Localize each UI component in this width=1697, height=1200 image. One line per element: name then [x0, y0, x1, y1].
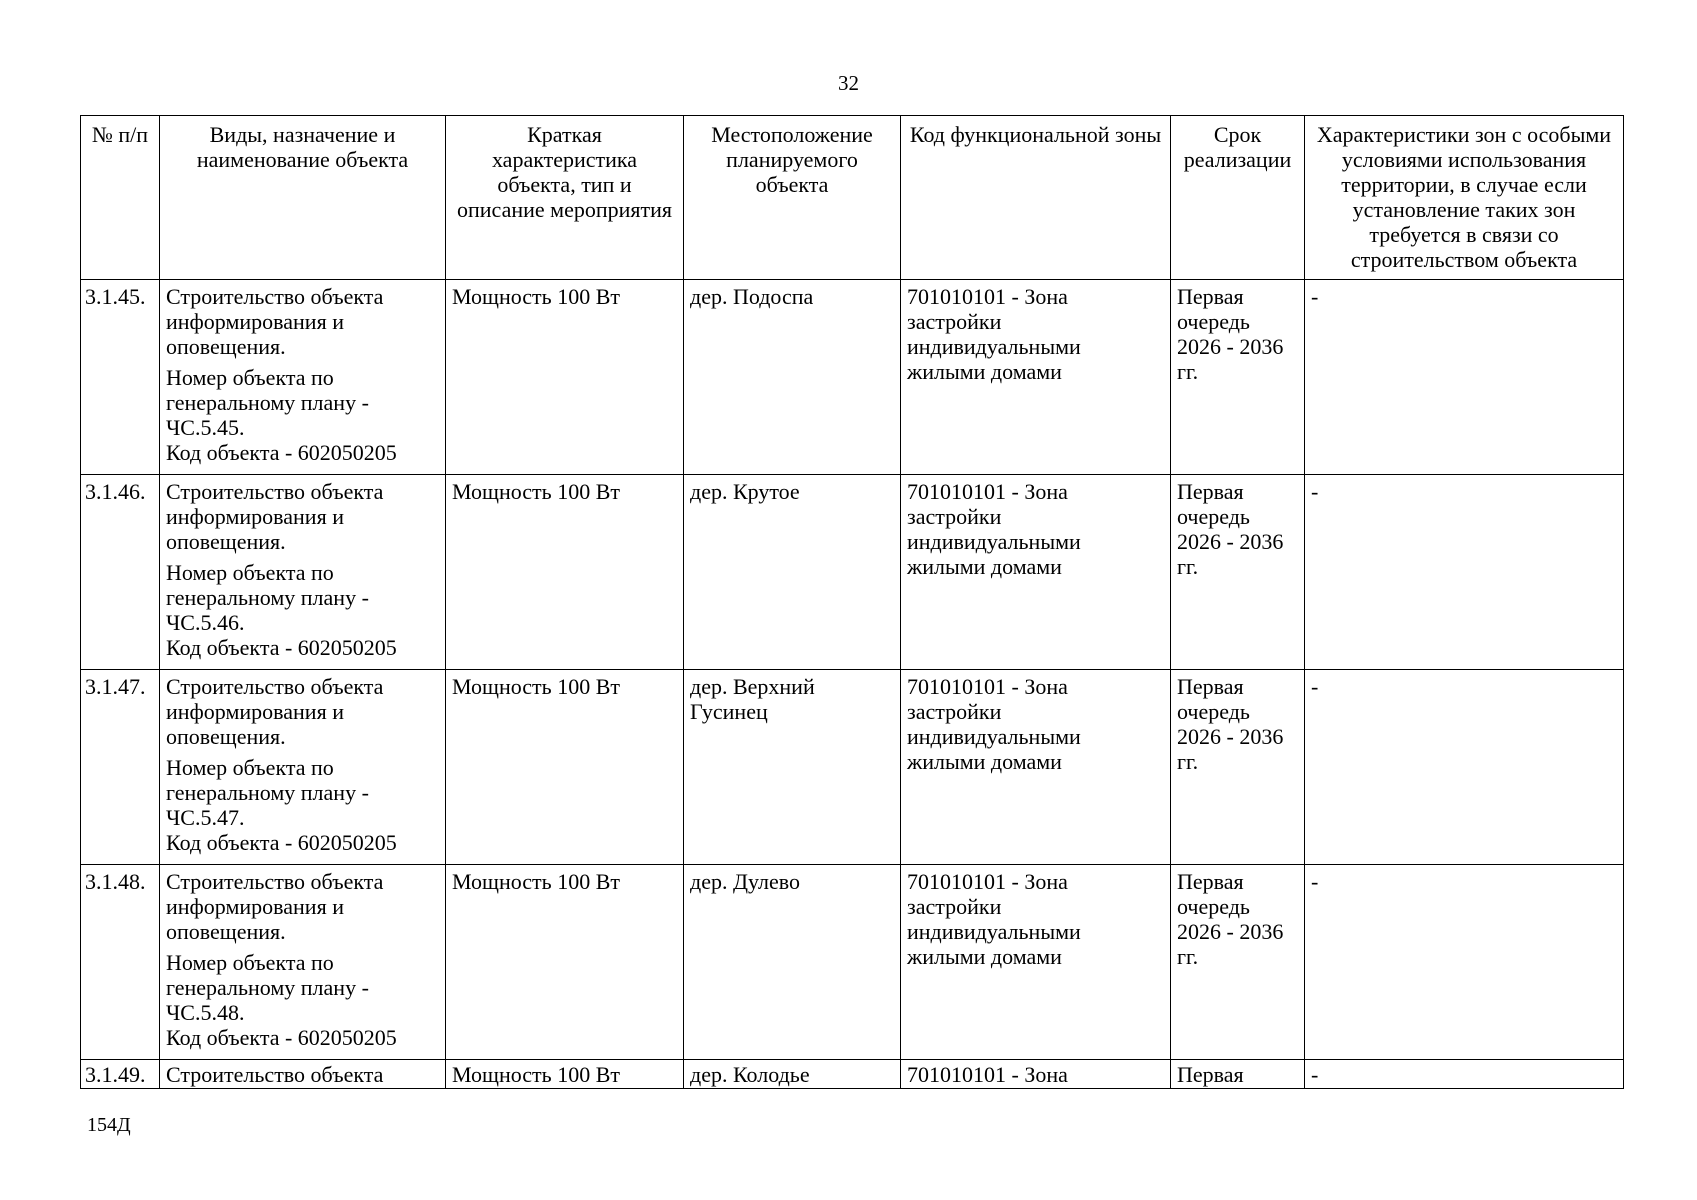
- object-code: Код объекта - 602050205: [166, 635, 397, 660]
- special-zones-cell: -: [1305, 280, 1624, 475]
- zone-code-cell: 701010101 - Зона застройки индивидуальными жилыми домами: [901, 280, 1171, 475]
- header-location: Местоположение планируемого объекта: [684, 116, 901, 280]
- zone-code-cell: 701010101 - Зона застройки индивидуальными жилыми домами: [901, 475, 1171, 670]
- object-description-cell: [160, 865, 446, 1060]
- location-cell: дер. Колодье: [684, 1060, 901, 1089]
- location-cell: дер. Верхний Гусинец: [684, 670, 901, 865]
- object-title: Строительство объекта информирования и оповещения.: [166, 869, 384, 944]
- object-code: Код объекта - 602050205: [166, 440, 397, 465]
- row-number: 3.1.47.: [81, 670, 160, 865]
- characteristic-cell: Мощность 100 Вт: [446, 280, 684, 475]
- header-object-type: Виды, назначение и наименование объекта: [160, 116, 446, 280]
- special-zones-cell: -: [1305, 670, 1624, 865]
- special-zones-cell: -: [1305, 865, 1624, 1060]
- term-cell: Первая: [1171, 1060, 1305, 1089]
- table-header-row: [81, 116, 1624, 280]
- planned-objects-table: [80, 115, 1624, 1089]
- term-cell: Первая очередь 2026 - 2036 гг.: [1171, 475, 1305, 670]
- table-row: [81, 280, 1624, 475]
- characteristic-cell: Мощность 100 Вт: [446, 865, 684, 1060]
- table-row: [81, 670, 1624, 865]
- row-number: 3.1.45.: [81, 280, 160, 475]
- header-characteristic: Краткая характеристика объекта, тип и описание мероприятия: [446, 116, 684, 280]
- object-title: Строительство объекта информирования и оповещения.: [166, 284, 384, 359]
- location-cell: дер. Крутое: [684, 475, 901, 670]
- header-term: Срок реализации: [1171, 116, 1305, 280]
- characteristic-cell: Мощность 100 Вт: [446, 475, 684, 670]
- header-special-zones: Характеристики зон с особыми условиями использования территории, в случае если установление таких зон требуется в связи со строительством объекта: [1305, 116, 1624, 280]
- zone-code-cell: 701010101 - Зона: [901, 1060, 1171, 1089]
- header-number: № п/п: [81, 116, 160, 280]
- characteristic-cell: Мощность 100 Вт: [446, 670, 684, 865]
- object-description-cell: Строительство объекта: [160, 1060, 446, 1089]
- document-footer-code: 154Д: [87, 1114, 131, 1136]
- table-row: [81, 865, 1624, 1060]
- object-description-cell: [160, 670, 446, 865]
- term-cell: Первая очередь 2026 - 2036 гг.: [1171, 670, 1305, 865]
- object-title: Строительство объекта информирования и оповещения.: [166, 479, 384, 554]
- table-row: [81, 475, 1624, 670]
- table-row-partial: [81, 1060, 1624, 1089]
- object-code: Код объекта - 602050205: [166, 1025, 397, 1050]
- page-number: 32: [838, 71, 859, 95]
- term-cell: Первая очередь 2026 - 2036 гг.: [1171, 280, 1305, 475]
- location-cell: дер. Дулево: [684, 865, 901, 1060]
- row-number: 3.1.46.: [81, 475, 160, 670]
- object-plan-number: Номер объекта по генеральному плану - ЧС.5.45.: [166, 365, 369, 440]
- object-code: Код объекта - 602050205: [166, 830, 397, 855]
- object-plan-number: Номер объекта по генеральному плану - ЧС.5.46.: [166, 560, 369, 635]
- term-cell: Первая очередь 2026 - 2036 гг.: [1171, 865, 1305, 1060]
- object-plan-number: Номер объекта по генеральному плану - ЧС.5.48.: [166, 950, 369, 1025]
- object-description-cell: [160, 475, 446, 670]
- header-zone-code: Код функциональной зоны: [901, 116, 1171, 280]
- row-number: 3.1.49.: [81, 1060, 160, 1089]
- object-title: Строительство объекта информирования и оповещения.: [166, 674, 384, 749]
- object-plan-number: Номер объекта по генеральному плану - ЧС.5.47.: [166, 755, 369, 830]
- row-number: 3.1.48.: [81, 865, 160, 1060]
- object-description-cell: [160, 280, 446, 475]
- zone-code-cell: 701010101 - Зона застройки индивидуальными жилыми домами: [901, 670, 1171, 865]
- special-zones-cell: -: [1305, 475, 1624, 670]
- characteristic-cell: Мощность 100 Вт: [446, 1060, 684, 1089]
- location-cell: дер. Подоспа: [684, 280, 901, 475]
- special-zones-cell: -: [1305, 1060, 1624, 1089]
- zone-code-cell: 701010101 - Зона застройки индивидуальными жилыми домами: [901, 865, 1171, 1060]
